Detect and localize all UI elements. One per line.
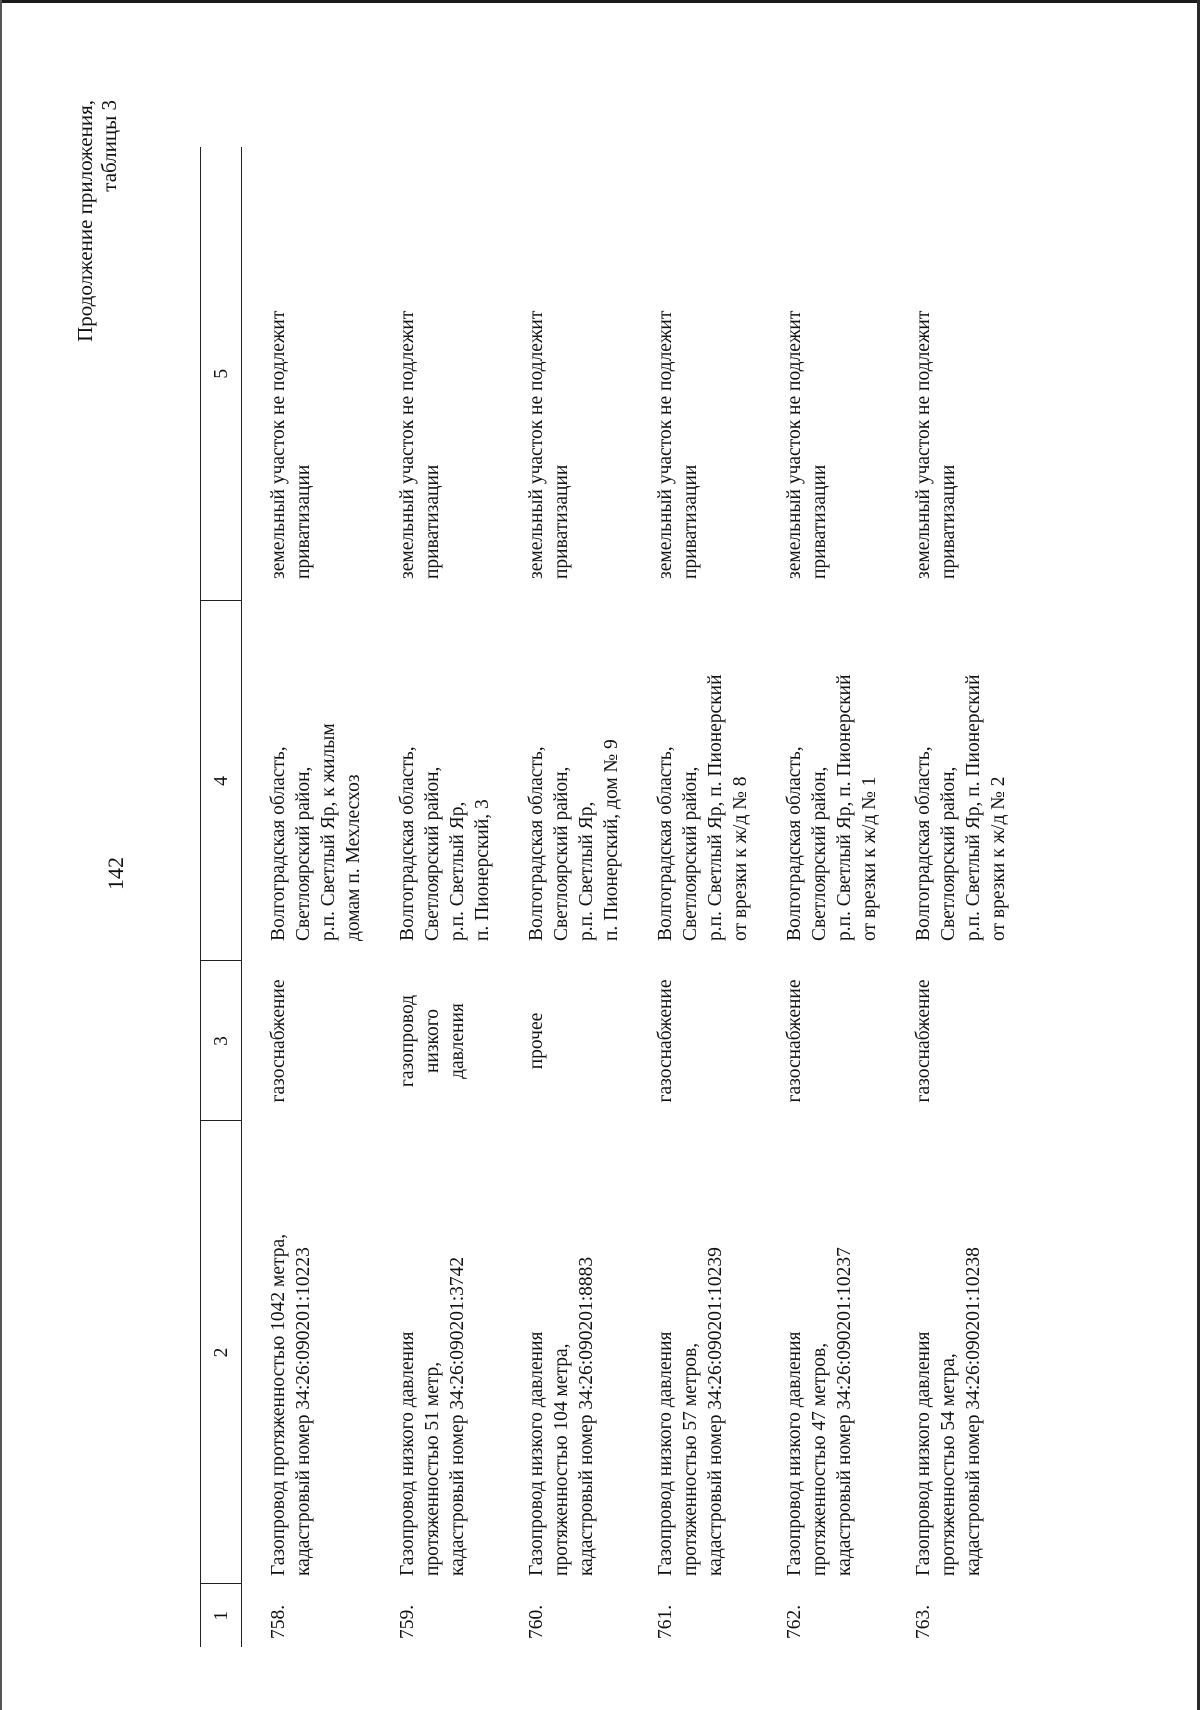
registry-table [200, 147, 1016, 1647]
row-number-cell [500, 1584, 629, 1647]
address-cell [500, 601, 629, 961]
purpose-cell [371, 961, 500, 1121]
purpose-cell [629, 961, 758, 1121]
address-line: от врезки к ж/д № 8 [730, 776, 751, 941]
caption [73, 100, 121, 342]
object-name-line: протяженностью 104 метра, [551, 1343, 572, 1576]
note-cell [500, 147, 629, 601]
scan-edge-left [0, 0, 2, 1710]
object-name-line: кадастровый номер 34:26:090201:10238 [963, 1247, 984, 1576]
purpose-text: газоснабжение [913, 979, 934, 1103]
row-number: 761. [655, 1604, 676, 1639]
address-line: Волгоградская область, [397, 746, 418, 941]
object-name-line: кадастровый номер 34:26:090201:8883 [576, 1256, 597, 1576]
row-number: 758. [268, 1604, 289, 1639]
object-name-line: протяженностью 51 метр, [422, 1361, 443, 1576]
note-line: приватизации [938, 464, 959, 579]
row-number-cell [629, 1584, 758, 1647]
object-name-cell [758, 1121, 887, 1584]
note-line: приватизации [809, 464, 830, 579]
table-row [629, 147, 758, 1647]
address-line: р.п. Светлый Яр, [576, 801, 597, 941]
object-name-line: Газопровод низкого давления [526, 1331, 547, 1576]
object-name-cell [500, 1121, 629, 1584]
address-cell [371, 601, 500, 961]
purpose-text: газопровод низкого давления [397, 994, 468, 1088]
purpose-text: прочее [526, 1012, 547, 1070]
address-line: п. Пионерский, дом № 9 [601, 739, 622, 941]
table-row [758, 147, 887, 1647]
purpose-cell [758, 961, 887, 1121]
note-line: земельный участок не подлежит [913, 310, 934, 579]
column-header-3: 3 [201, 961, 242, 1121]
address-cell [758, 601, 887, 961]
row-number-cell [371, 1584, 500, 1647]
object-name-cell [242, 1121, 372, 1584]
address-line: р.п. Светлый Яр, п. Пионерский [705, 674, 726, 941]
address-line: Светлоярский район, [938, 766, 959, 941]
object-name-line: протяженностью 57 метров, [680, 1342, 701, 1576]
object-name-line: протяженностью 54 метра, [938, 1353, 959, 1576]
note-line: приватизации [293, 464, 314, 579]
address-line: п. Пионерский, 3 [472, 799, 493, 941]
object-name-line: Газопровод низкого давления [655, 1331, 676, 1576]
document-page [25, 40, 1155, 1680]
address-line: р.п. Светлый Яр, п. Пионерский [834, 674, 855, 941]
address-line: Волгоградская область, [784, 746, 805, 941]
row-number: 763. [913, 1604, 934, 1639]
note-cell [242, 147, 372, 601]
object-name-line: Газопровод низкого давления [913, 1331, 934, 1576]
caption-line-2: таблицы 3 [97, 100, 121, 192]
note-line: земельный участок не подлежит [784, 310, 805, 579]
purpose-cell [500, 961, 629, 1121]
table-body [242, 147, 1017, 1647]
row-number-cell [887, 1584, 1016, 1647]
object-name-line: кадастровый номер 34:26:090201:10237 [834, 1247, 855, 1576]
note-cell [629, 147, 758, 601]
header-row [201, 147, 242, 1647]
column-header-4: 4 [201, 601, 242, 961]
column-header-5: 5 [201, 147, 242, 601]
address-line: Светлоярский район, [551, 766, 572, 941]
address-line: р.п. Светлый Яр, к жилым [318, 723, 339, 941]
scan-edge-top [0, 0, 1200, 3]
object-name-line: Газопровод низкого давления [784, 1331, 805, 1576]
note-cell [758, 147, 887, 601]
table-row [500, 147, 629, 1647]
object-name-line: Газопровод протяженностью 1042 метра, [268, 1233, 289, 1576]
address-line: Светлоярский район, [293, 766, 314, 941]
object-name-cell [371, 1121, 500, 1584]
address-line: домам п. Мехлесхоз [343, 774, 364, 941]
address-line: р.п. Светлый Яр, [447, 801, 468, 941]
object-name-line: кадастровый номер 34:26:090201:3742 [447, 1256, 468, 1576]
address-line: Светлоярский район, [680, 766, 701, 941]
object-name-line: протяженностью 47 метров, [809, 1342, 830, 1576]
column-header-1: 1 [201, 1584, 242, 1647]
page-number: 142 [103, 857, 128, 890]
column-header-2: 2 [201, 1121, 242, 1584]
table-row [887, 147, 1016, 1647]
address-line: от врезки к ж/д № 1 [859, 776, 880, 941]
purpose-text: газоснабжение [655, 979, 676, 1103]
note-line: земельный участок не подлежит [397, 310, 418, 579]
row-number-cell [242, 1584, 372, 1647]
object-name-cell [887, 1121, 1016, 1584]
purpose-text: газоснабжение [784, 979, 805, 1103]
row-number: 762. [784, 1604, 805, 1639]
table-header [201, 147, 242, 1647]
address-line: Светлоярский район, [809, 766, 830, 941]
note-line: приватизации [551, 464, 572, 579]
address-line: Волгоградская область, [913, 746, 934, 941]
address-line: от врезки к ж/д № 2 [988, 776, 1009, 941]
address-line: Волгоградская область, [655, 746, 676, 941]
address-line: Волгоградская область, [526, 746, 547, 941]
address-cell [887, 601, 1016, 961]
table-row [371, 147, 500, 1647]
note-line: земельный участок не подлежит [655, 310, 676, 579]
note-cell [371, 147, 500, 601]
object-name-line: Газопровод низкого давления [397, 1331, 418, 1576]
row-number: 759. [397, 1604, 418, 1639]
row-number-cell [758, 1584, 887, 1647]
note-line: приватизации [680, 464, 701, 579]
caption-line-1: Продолжение приложения, [73, 100, 97, 342]
note-line: земельный участок не подлежит [526, 310, 547, 579]
note-line: приватизации [422, 464, 443, 579]
object-name-cell [629, 1121, 758, 1584]
note-line: земельный участок не подлежит [268, 310, 289, 579]
table-row [242, 147, 372, 1647]
purpose-text: газоснабжение [268, 979, 289, 1103]
purpose-cell [887, 961, 1016, 1121]
address-cell [629, 601, 758, 961]
object-name-line: кадастровый номер 34:26:090201:10223 [293, 1247, 314, 1576]
address-cell [242, 601, 372, 961]
note-cell [887, 147, 1016, 601]
row-number: 760. [526, 1604, 547, 1639]
address-line: р.п. Светлый Яр, п. Пионерский [963, 674, 984, 941]
address-line: Светлоярский район, [422, 766, 443, 941]
purpose-cell [242, 961, 372, 1121]
object-name-line: кадастровый номер 34:26:090201:10239 [705, 1247, 726, 1576]
address-line: Волгоградская область, [268, 746, 289, 941]
